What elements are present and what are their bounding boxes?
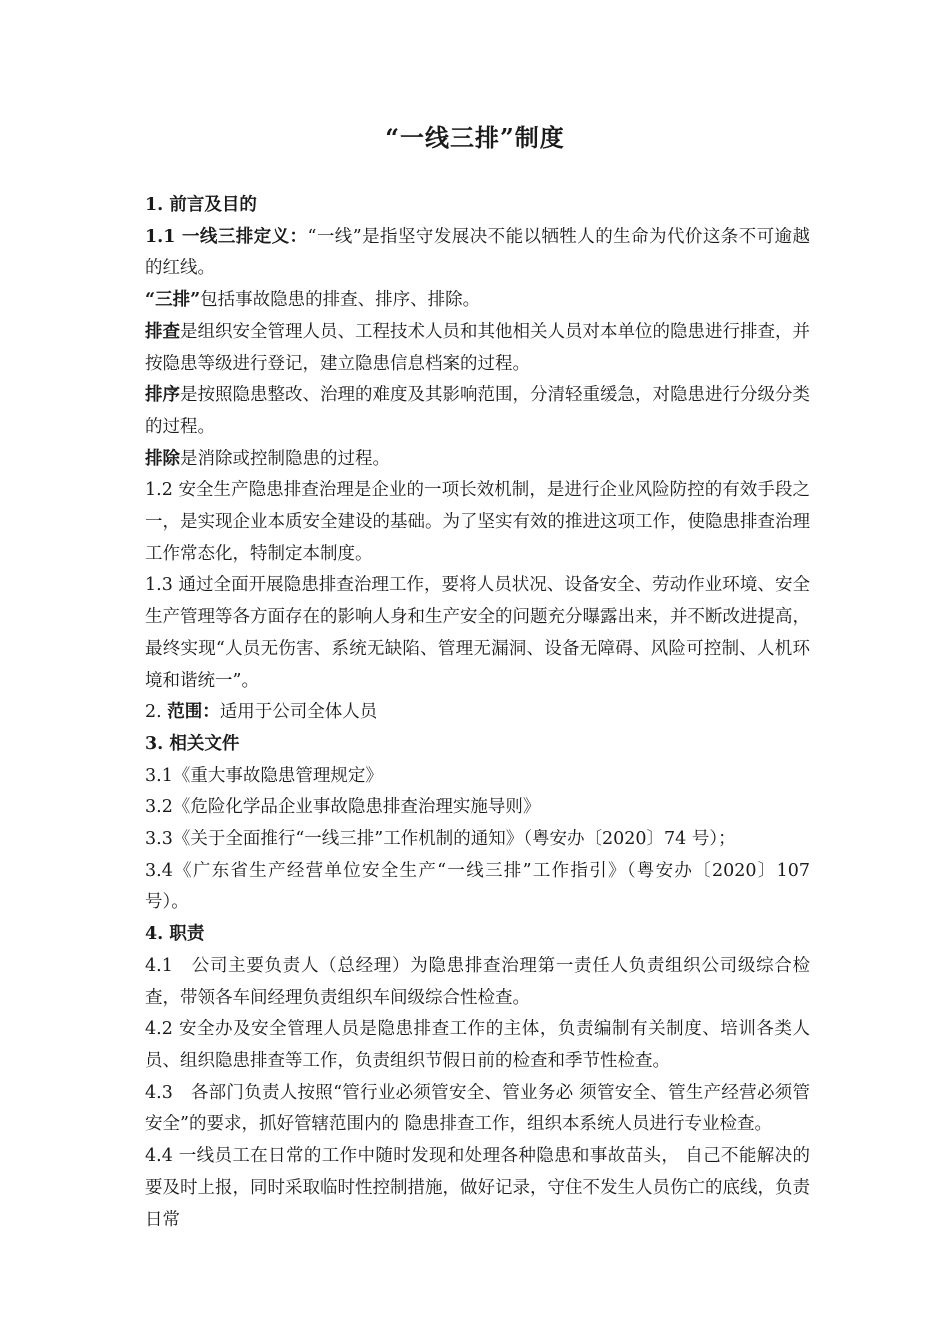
text-run: 2. [145, 702, 168, 723]
text-run: 适用于公司全体人员 [219, 702, 378, 723]
text-run: 4.2 安全办及安全管理人员是隐患排查工作的主体，负责编制有关制度、培训各类人员、组织隐患排查等工作，负责组织节假日前的检查和季节性检查。 [145, 1019, 810, 1071]
document-body [145, 190, 810, 1236]
paragraph [145, 444, 810, 476]
bold-text-run: 排查 [145, 321, 180, 342]
text-run: 3.1《重大事故隐患管理规定》 [145, 765, 383, 786]
text-run: 3.2《危险化学品企业事故隐患排查治理实施导则》 [145, 797, 541, 818]
bold-text-run: 1.1 一线三排定义： [145, 226, 308, 247]
bold-text-run: “三排” [145, 290, 201, 311]
paragraph [145, 317, 810, 380]
bold-text-run: 排序 [145, 385, 180, 406]
text-run: 4.4 一线员工在日常的工作中随时发现和处理各种隐患和事故苗头， 自己不能解决的要及时上报，同时采取临时性控制措施，做好记录，守住不发生人员伤亡的底线，负责日常 [145, 1146, 810, 1230]
text-run: 是组织安全管理人员、工程技术人员和其他相关人员对本单位的隐患进行排查，并按隐患等级进行登记，建立隐患信息档案的过程。 [145, 321, 810, 374]
paragraph [145, 1078, 810, 1141]
text-run: 4.1 公司主要负责人（总经理）为隐患排查治理第一责任人负责组织公司级综合检查，带领各车间经理负责组织车间级综合性检查。 [145, 955, 810, 1008]
paragraph [145, 285, 810, 317]
paragraph [145, 1141, 810, 1236]
paragraph [145, 856, 810, 919]
paragraph [145, 792, 810, 824]
bold-text-run: 1. 前言及目的 [145, 195, 257, 215]
paragraph [145, 190, 810, 222]
paragraph [145, 222, 810, 285]
paragraph [145, 570, 810, 697]
paragraph [145, 697, 810, 729]
paragraph [145, 729, 810, 761]
paragraph [145, 380, 810, 443]
text-run: 是按照隐患整改、治理的难度及其影响范围，分清轻重缓急，对隐患进行分级分类的过程。 [145, 385, 810, 437]
paragraph [145, 475, 810, 570]
text-run: 包括事故隐患的排查、排序、排除。 [200, 290, 481, 311]
paragraph [145, 761, 810, 793]
paragraph [145, 919, 810, 951]
paragraph [145, 951, 810, 1014]
bold-text-run: 排除 [145, 448, 180, 469]
bold-text-run: 范围： [167, 702, 220, 723]
text-run: 4.3 各部门负责人按照“管行业必须管安全、管业务必 须管安全、管生产经营必须管安全”的要求，抓好管辖范围内的 隐患排查工作，组织本系统人员进行专业检查。 [145, 1082, 810, 1135]
text-run: 1.2 安全生产隐患排查治理是企业的一项长效机制，是进行企业风险防控的有效手段之一，是实现企业本质安全建设的基础。为了坚实有效的推进这项工作，使隐患排查治理工作常态化，特制定本制度。 [145, 480, 810, 564]
text-run: 3.3《关于全面推行“一线三排”工作机制的通知》（粤安办〔2020〕74 号）； [145, 829, 736, 850]
document-title: “一线三排”制度 [385, 123, 565, 152]
text-run: “一线”是指坚守发展决不能以牺牲人的生命为代价这条不可逾越的红线。 [145, 226, 810, 279]
paragraph [145, 824, 810, 856]
text-run: 1.3 通过全面开展隐患排查治理工作，要将人员状况、设备安全、劳动作业环境、安全生产管理等各方面存在的影响人身和生产安全的问题充分曝露出来，并不断改进提高，最终实现“人员无伤害、系统无缺陷、管理无漏洞、设备无障碍、风险可控制、人机环境和谐统一”。 [145, 575, 810, 691]
text-run: 3.4《广东省生产经营单位安全生产“一线三排”工作指引》（粤安办〔2020〕107 号）。 [145, 860, 810, 913]
paragraph [145, 1014, 810, 1077]
bold-text-run: 4. 职责 [145, 924, 205, 945]
bold-text-run: 3. 相关文件 [145, 733, 240, 754]
text-run: 是消除或控制隐患的过程。 [180, 448, 390, 469]
